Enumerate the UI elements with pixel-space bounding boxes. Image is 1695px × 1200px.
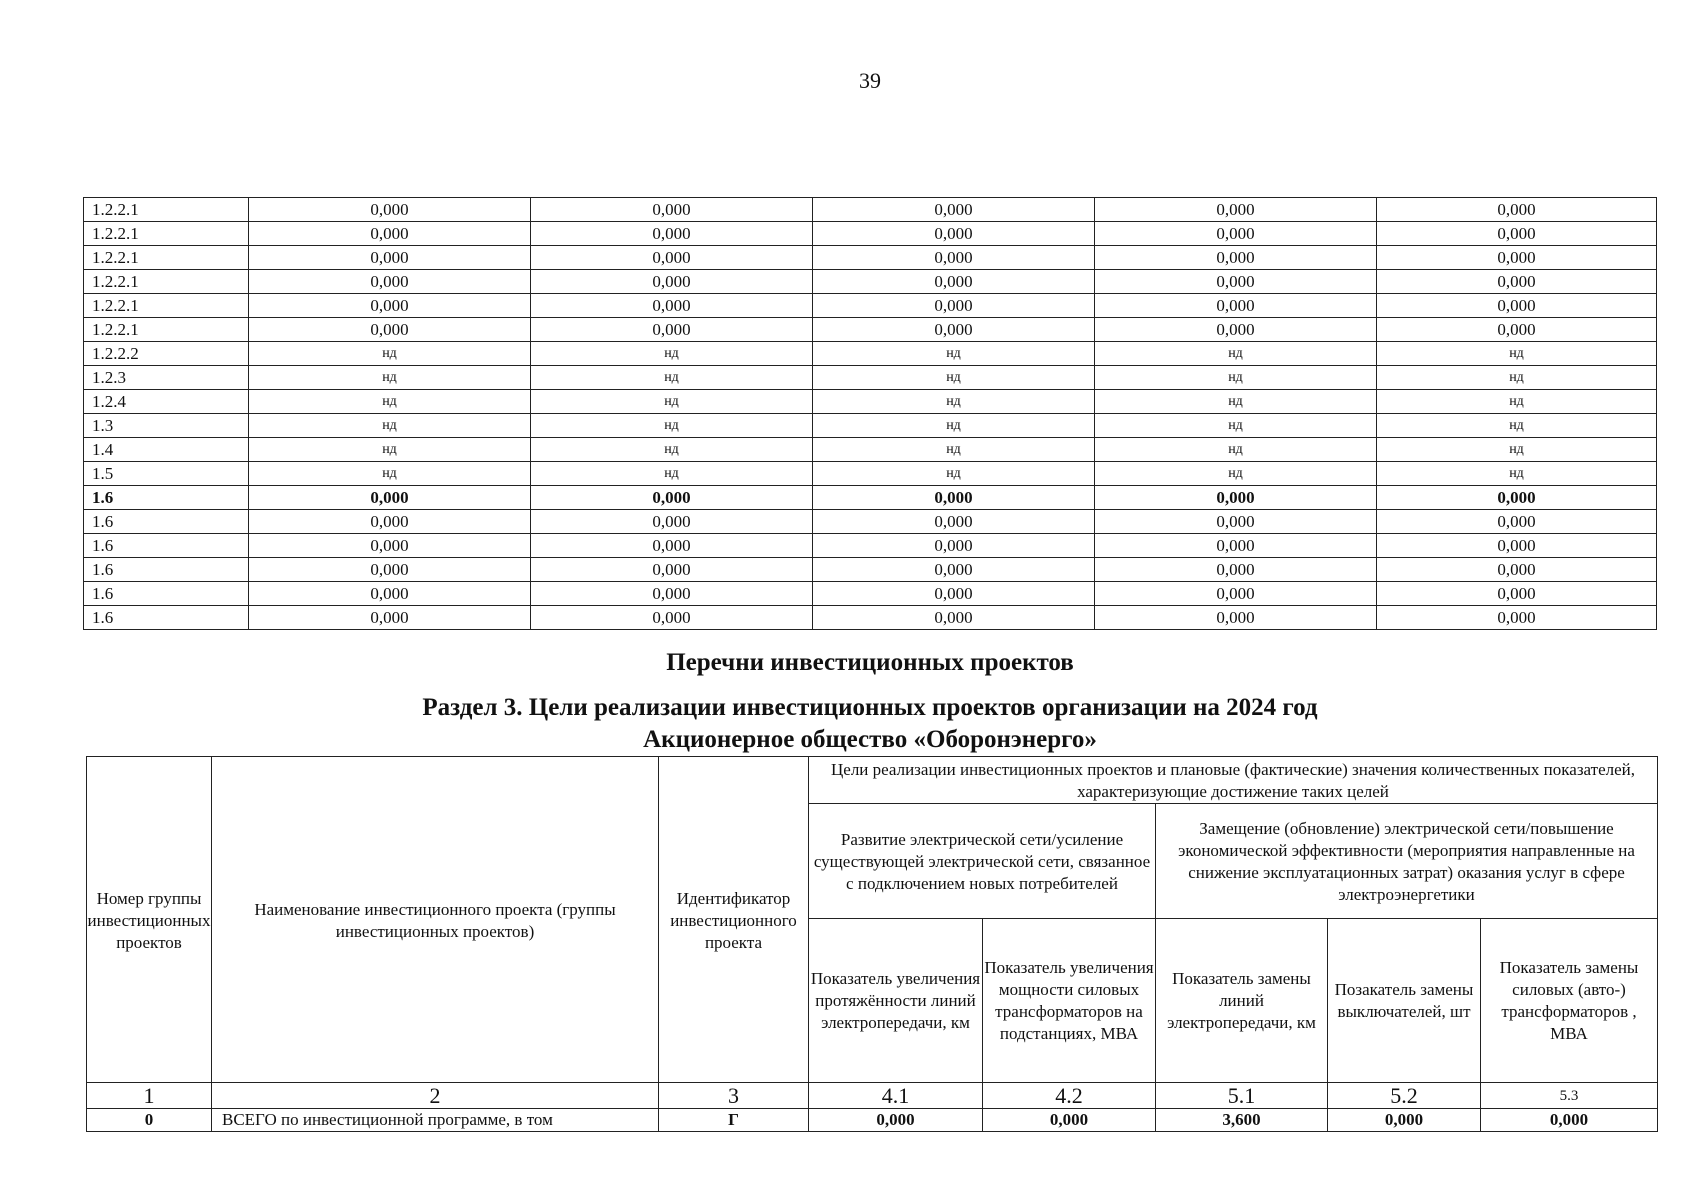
row-value: 0,000 [813,606,1095,630]
total-row [87,1109,1658,1132]
row-value: 0,000 [813,510,1095,534]
row-value: нд [1377,438,1657,462]
column-number-row [87,1083,1658,1109]
total-value: 0,000 [809,1109,983,1132]
row-value: 0,000 [249,198,531,222]
row-code: 1.2.2.1 [84,294,249,318]
row-value: 0,000 [1095,606,1377,630]
row-value: 0,000 [249,558,531,582]
row-value: 0,000 [813,198,1095,222]
row-value: 0,000 [1095,510,1377,534]
organization-name: Акционерное общество «Оборонэнерго» [643,726,1097,753]
row-value: нд [1377,414,1657,438]
row-value: нд [813,366,1095,390]
section-title: Раздел 3. Цели реализации инвестиционных проектов организации на 2024 год [422,694,1318,721]
row-value: нд [1377,462,1657,486]
row-value: 0,000 [249,582,531,606]
row-value: нд [1377,342,1657,366]
total-value: 0,000 [1481,1109,1658,1132]
table-row [84,486,1657,510]
table-row [84,534,1657,558]
row-code: 1.6 [84,534,249,558]
table-row [84,270,1657,294]
row-value: 0,000 [531,294,813,318]
row-value: 0,000 [1377,558,1657,582]
row-code: 1.6 [84,486,249,510]
row-value: нд [249,438,531,462]
table-row [84,510,1657,534]
row-value: 0,000 [813,270,1095,294]
row-value: 0,000 [1095,222,1377,246]
row-value: 0,000 [249,534,531,558]
row-value: 0,000 [1095,198,1377,222]
row-value: 0,000 [813,246,1095,270]
header-indicator-5-1: Показатель замены линий электропередачи, км [1156,919,1328,1083]
row-value: нд [813,342,1095,366]
row-value: 0,000 [813,318,1095,342]
header-indicator-4-1: Показатель увеличения протяжённости линий электропередачи, км [809,919,983,1083]
row-value: 0,000 [1095,294,1377,318]
header-indicator-4-2: Показатель увеличения мощности силовых трансформаторов на подстанциях, МВА [983,919,1156,1083]
row-code: 1.2.2.1 [84,222,249,246]
row-code: 1.6 [84,510,249,534]
row-value: 0,000 [813,534,1095,558]
row-value: нд [1095,438,1377,462]
table-row [84,606,1657,630]
row-value: нд [1095,366,1377,390]
list-title: Перечни инвестиционных проектов [666,649,1074,676]
row-value: 0,000 [1377,294,1657,318]
total-name: ВСЕГО по инвестиционной программе, в том [212,1109,659,1132]
total-value: 3,600 [1156,1109,1328,1132]
total-identifier: Г [659,1109,809,1132]
column-number: 2 [212,1083,659,1109]
table-row [84,582,1657,606]
row-value: 0,000 [813,558,1095,582]
page-number: 39 [859,68,881,93]
row-value: 0,000 [1377,486,1657,510]
table-row [84,558,1657,582]
row-value: 0,000 [531,534,813,558]
row-value: 0,000 [1377,534,1657,558]
header-replacement: Замещение (обновление) электрической сети/повышение экономической эффективности (мероприятия направленные на снижение эксплуатационных затрат) оказания услуг в сфере электроэнергетики [1156,804,1658,919]
table-row [84,342,1657,366]
row-value: 0,000 [1377,222,1657,246]
row-value: 0,000 [1377,246,1657,270]
row-value: 0,000 [1377,270,1657,294]
row-value: нд [1095,390,1377,414]
row-value: нд [531,342,813,366]
row-value: 0,000 [813,486,1095,510]
row-value: нд [249,462,531,486]
column-number: 5.2 [1328,1083,1481,1109]
row-value: 0,000 [1377,198,1657,222]
row-value: нд [249,366,531,390]
row-code: 1.2.2.1 [84,198,249,222]
table-row [84,198,1657,222]
row-value: нд [1095,462,1377,486]
row-value: 0,000 [531,198,813,222]
row-value: 0,000 [531,246,813,270]
table-row [84,438,1657,462]
row-value: нд [531,438,813,462]
row-value: нд [1377,390,1657,414]
row-value: 0,000 [1095,534,1377,558]
row-code: 1.3 [84,414,249,438]
row-value: нд [249,342,531,366]
row-value: 0,000 [813,582,1095,606]
row-code: 1.2.3 [84,366,249,390]
row-value: 0,000 [1377,582,1657,606]
row-value: 0,000 [249,270,531,294]
table-row [84,462,1657,486]
row-value: нд [1095,342,1377,366]
row-value: 0,000 [249,510,531,534]
column-number: 5.1 [1156,1083,1328,1109]
row-value: нд [531,462,813,486]
row-value: 0,000 [1377,606,1657,630]
total-number: 0 [87,1109,212,1132]
row-value: 0,000 [1377,318,1657,342]
row-value: нд [531,366,813,390]
row-code: 1.2.2.2 [84,342,249,366]
row-value: 0,000 [249,318,531,342]
row-value: 0,000 [531,558,813,582]
row-value: нд [531,390,813,414]
column-number: 4.1 [809,1083,983,1109]
column-number: 5.3 [1481,1083,1658,1109]
row-value: нд [249,414,531,438]
row-value: нд [1095,414,1377,438]
row-code: 1.5 [84,462,249,486]
row-value: 0,000 [249,246,531,270]
row-value: 0,000 [531,318,813,342]
header-development: Развитие электрической сети/усиление существующей электрической сети, связанное с подключением новых потребителей [809,804,1156,919]
continuation-table [83,197,1657,630]
row-value: нд [813,438,1095,462]
continuation-table-body [84,198,1657,630]
total-value: 0,000 [983,1109,1156,1132]
row-value: 0,000 [249,486,531,510]
table-row [84,366,1657,390]
row-value: 0,000 [1095,270,1377,294]
header-indicator-5-2: Позакатель замены выключателей, шт [1328,919,1481,1083]
header-indicator-5-3: Показатель замены силовых (авто-) трансформаторов , МВА [1481,919,1658,1083]
total-value: 0,000 [1328,1109,1481,1132]
row-value: 0,000 [813,294,1095,318]
row-value: 0,000 [531,486,813,510]
row-value: 0,000 [249,294,531,318]
row-value: нд [813,462,1095,486]
row-code: 1.2.2.1 [84,270,249,294]
table-row [84,414,1657,438]
row-value: 0,000 [813,222,1095,246]
row-value: нд [813,390,1095,414]
row-code: 1.6 [84,606,249,630]
row-code: 1.2.2.1 [84,318,249,342]
row-value: 0,000 [1095,246,1377,270]
table-row [84,294,1657,318]
goals-table [86,756,1658,1132]
row-value: нд [249,390,531,414]
row-value: 0,000 [531,606,813,630]
row-value: 0,000 [1377,510,1657,534]
table-row [84,222,1657,246]
row-value: нд [1377,366,1657,390]
row-code: 1.6 [84,558,249,582]
table-row [84,390,1657,414]
row-value: 0,000 [531,510,813,534]
row-value: нд [531,414,813,438]
row-value: 0,000 [531,582,813,606]
header-project-name: Наименование инвестиционного проекта (группы инвестиционных проектов) [212,757,659,1083]
row-value: 0,000 [531,222,813,246]
column-number: 4.2 [983,1083,1156,1109]
row-value: 0,000 [1095,558,1377,582]
row-code: 1.4 [84,438,249,462]
row-code: 1.2.4 [84,390,249,414]
row-value: нд [813,414,1095,438]
column-number: 3 [659,1083,809,1109]
header-identifier: Идентификатор инвестиционного проекта [659,757,809,1083]
row-code: 1.6 [84,582,249,606]
header-goals: Цели реализации инвестиционных проектов и плановые (фактические) значения количественных показателей, характеризующие достижение таких целей [809,757,1658,804]
row-value: 0,000 [1095,582,1377,606]
row-code: 1.2.2.1 [84,246,249,270]
row-value: 0,000 [249,222,531,246]
row-value: 0,000 [1095,318,1377,342]
row-value: 0,000 [531,270,813,294]
table-row [84,318,1657,342]
row-value: 0,000 [249,606,531,630]
column-number: 1 [87,1083,212,1109]
table-row [84,246,1657,270]
header-group-number: Номер группы инвестиционных проектов [87,757,212,1083]
row-value: 0,000 [1095,486,1377,510]
